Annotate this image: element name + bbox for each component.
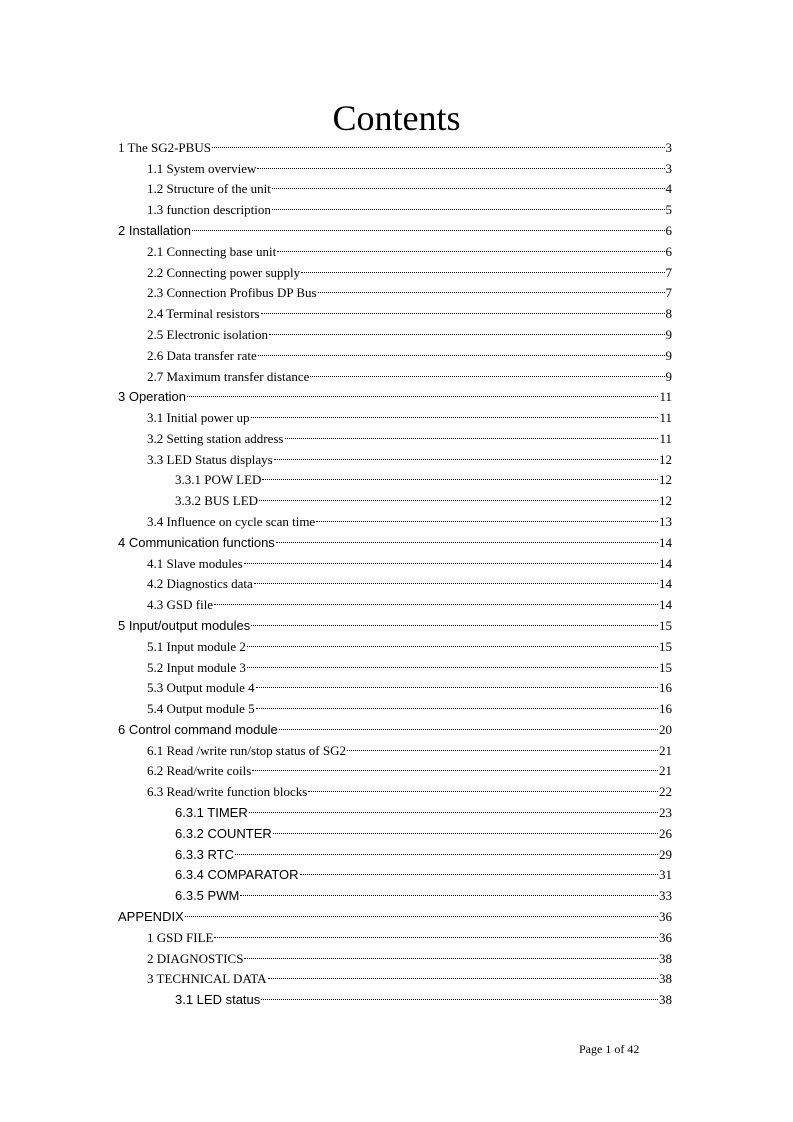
toc-entry-title: 4.3 GSD file <box>147 597 214 612</box>
toc-entry-title: 6 Control command module <box>118 722 278 737</box>
dot-leader <box>240 895 658 896</box>
toc-entry-4-1[interactable] <box>147 554 672 574</box>
toc-entry-title: 1.3 function description <box>147 202 271 217</box>
dot-leader <box>272 188 665 189</box>
dot-leader <box>254 583 658 584</box>
toc-page-number: 31 <box>659 867 672 882</box>
toc-entry-title: 2.4 Terminal resistors <box>147 306 260 321</box>
toc-entry-title: 5.2 Input module 3 <box>147 660 246 675</box>
dot-leader <box>256 708 658 709</box>
toc-entry-appendix-2[interactable] <box>147 949 672 969</box>
toc-entry-title: 2.7 Maximum transfer distance <box>147 369 310 384</box>
dot-leader <box>261 313 665 314</box>
toc-entry-title: APPENDIX <box>118 909 184 924</box>
dot-leader <box>192 230 665 231</box>
toc-entry-6[interactable] <box>118 720 672 740</box>
toc-entry-4-2[interactable] <box>147 574 672 594</box>
toc-entry-title: 3.3.2 BUS LED <box>175 493 259 508</box>
toc-page-number: 9 <box>665 348 672 363</box>
toc-entry-5-2[interactable] <box>147 658 672 678</box>
toc-entry-appendix-3-1[interactable] <box>175 990 672 1010</box>
toc-entry-1-2[interactable] <box>147 179 672 199</box>
toc-entry-title: 6.3.3 RTC <box>175 847 235 862</box>
toc-entry-3[interactable] <box>118 387 672 407</box>
dot-leader <box>285 438 659 439</box>
toc-entry-appendix[interactable] <box>118 907 672 927</box>
toc-entry-5[interactable] <box>118 616 672 636</box>
toc-entry-title: 1 The SG2-PBUS <box>118 140 211 155</box>
toc-page-number: 9 <box>665 327 672 342</box>
toc-entry-5-3[interactable] <box>147 678 672 698</box>
dot-leader <box>308 791 658 792</box>
toc-page-number: 21 <box>659 743 672 758</box>
toc-entry-2-1[interactable] <box>147 242 672 262</box>
toc-entry-5-4[interactable] <box>147 699 672 719</box>
toc-entry-title: 6.3.1 TIMER <box>175 805 248 820</box>
dot-leader <box>272 209 665 210</box>
toc-page-number: 38 <box>659 971 672 986</box>
toc-entry-title: 2.1 Connecting base unit <box>147 244 277 259</box>
toc-entry-2-5[interactable] <box>147 325 672 345</box>
toc-entry-title: 2.5 Electronic isolation <box>147 327 268 342</box>
toc-entry-title: 2 Installation <box>118 223 191 238</box>
dot-leader <box>273 833 658 834</box>
toc-entry-6-3-1[interactable] <box>175 803 672 823</box>
toc-entry-4-3[interactable] <box>147 595 672 615</box>
toc-page-number: 14 <box>659 535 672 550</box>
dot-leader <box>262 479 658 480</box>
dot-leader <box>277 251 664 252</box>
page-footer: Page 1 of 42 <box>579 1042 640 1056</box>
toc-page-number: 3 <box>665 161 672 176</box>
toc-entry-6-2[interactable] <box>147 761 672 781</box>
toc-page-number: 14 <box>659 576 672 591</box>
toc-entry-title: 3.1 LED status <box>175 992 261 1007</box>
toc-entry-title: 3 TECHNICAL DATA <box>147 971 267 986</box>
dot-leader <box>301 272 664 273</box>
dot-leader <box>185 916 658 917</box>
toc-entry-title: 6.3.2 COUNTER <box>175 826 272 841</box>
toc-page-number: 29 <box>659 847 672 862</box>
toc-page-number: 26 <box>659 826 672 841</box>
toc-entry-1[interactable] <box>118 138 672 158</box>
toc-entry-title: 2.3 Connection Profibus DP Bus <box>147 285 317 300</box>
dot-leader <box>244 563 658 564</box>
toc-entry-title: 3.1 Initial power up <box>147 410 250 425</box>
toc-page-number: 16 <box>659 680 672 695</box>
toc-page-number: 11 <box>659 431 672 446</box>
dot-leader <box>249 812 658 813</box>
toc-entry-6-3-4[interactable] <box>175 865 672 885</box>
dot-leader <box>318 292 665 293</box>
toc-page-number: 8 <box>665 306 672 321</box>
toc-entry-2-4[interactable] <box>147 304 672 324</box>
toc-page-number: 9 <box>665 369 672 384</box>
toc-entry-title: 2.2 Connecting power supply <box>147 265 301 280</box>
dot-leader <box>247 667 658 668</box>
dot-leader <box>187 396 659 397</box>
dot-leader <box>310 376 664 377</box>
toc-entry-3-3-1[interactable] <box>175 470 672 490</box>
toc-entry-title: 6.2 Read/write coils <box>147 763 252 778</box>
dot-leader <box>247 646 658 647</box>
toc-page-number: 14 <box>659 556 672 571</box>
toc-entry-title: 3.3.1 POW LED <box>175 472 262 487</box>
toc-entry-title: 4.1 Slave modules <box>147 556 243 571</box>
toc-entry-title: 1.1 System overview <box>147 161 257 176</box>
toc-entry-4[interactable] <box>118 533 672 553</box>
toc-page-number: 7 <box>665 285 672 300</box>
toc-entry-title: 4.2 Diagnostics data <box>147 576 253 591</box>
toc-page-number: 11 <box>659 410 672 425</box>
toc-entry-6-3-2[interactable] <box>175 824 672 844</box>
toc-entry-3-1[interactable] <box>147 408 672 428</box>
dot-leader <box>261 999 658 1000</box>
toc-entry-title: 4 Communication functions <box>118 535 275 550</box>
toc-page-number: 23 <box>659 805 672 820</box>
toc-page-number: 5 <box>665 202 672 217</box>
toc-entry-title: 3.2 Setting station address <box>147 431 284 446</box>
toc-page-number: 21 <box>659 763 672 778</box>
page-title: Contents <box>332 98 461 138</box>
toc-page-number: 33 <box>659 888 672 903</box>
toc-page-number: 15 <box>659 639 672 654</box>
dot-leader <box>268 978 658 979</box>
dot-leader <box>300 874 658 875</box>
toc-entry-3-2[interactable] <box>147 429 672 449</box>
toc-entry-title: 5.3 Output module 4 <box>147 680 255 695</box>
toc-entry-appendix-3[interactable] <box>147 969 672 989</box>
toc-entry-5-1[interactable] <box>147 637 672 657</box>
toc-page-number: 7 <box>665 265 672 280</box>
toc-entry-6-3[interactable] <box>147 782 672 802</box>
toc-page-number: 3 <box>665 140 672 155</box>
dot-leader <box>214 604 658 605</box>
toc-page-number: 6 <box>665 223 672 238</box>
toc-page-number: 6 <box>665 244 672 259</box>
toc-entry-title: 3.3 LED Status displays <box>147 452 273 467</box>
toc-page-number: 15 <box>659 618 672 633</box>
toc-page-number: 16 <box>659 701 672 716</box>
toc-page-number: 22 <box>659 784 672 799</box>
dot-leader <box>212 147 665 148</box>
dot-leader <box>259 500 658 501</box>
toc-entry-2-2[interactable] <box>147 263 672 283</box>
toc-entry-6-3-5[interactable] <box>175 886 672 906</box>
toc-entry-2-3[interactable] <box>147 283 672 303</box>
toc-page-number: 36 <box>659 930 672 945</box>
toc-page-number: 38 <box>659 951 672 966</box>
toc-entry-title: 6.1 Read /write run/stop status of SG2 <box>147 743 346 758</box>
toc-entry-title: 1 GSD FILE <box>147 930 214 945</box>
dot-leader <box>257 168 664 169</box>
toc-entry-6-1[interactable] <box>147 741 672 761</box>
toc-entry-1-1[interactable] <box>147 159 672 179</box>
toc-page-number: 36 <box>659 909 672 924</box>
toc-page-number: 12 <box>659 493 672 508</box>
dot-leader <box>256 687 658 688</box>
toc-page-number: 14 <box>659 597 672 612</box>
toc-entry-2[interactable] <box>118 221 672 241</box>
toc-entry-title: 2.6 Data transfer rate <box>147 348 257 363</box>
toc-page-number: 4 <box>665 181 672 196</box>
toc-entry-3-4[interactable] <box>147 512 672 532</box>
dot-leader <box>235 854 658 855</box>
dot-leader <box>258 355 665 356</box>
toc-entry-title: 2 DIAGNOSTICS <box>147 951 244 966</box>
toc-page-number: 38 <box>659 992 672 1007</box>
toc-page-number: 20 <box>659 722 672 737</box>
toc-entry-title: 5.4 Output module 5 <box>147 701 255 716</box>
dot-leader <box>316 521 658 522</box>
dot-leader <box>251 625 658 626</box>
dot-leader <box>347 750 658 751</box>
toc-page-number: 15 <box>659 660 672 675</box>
toc-entry-title: 1.2 Structure of the unit <box>147 181 271 196</box>
toc-entry-2-7[interactable] <box>147 367 672 387</box>
toc-entry-6-3-3[interactable] <box>175 845 672 865</box>
dot-leader <box>276 542 658 543</box>
dot-leader <box>279 729 658 730</box>
toc-entry-title: 6.3.5 PWM <box>175 888 240 903</box>
dot-leader <box>251 417 659 418</box>
toc-entry-3-3[interactable] <box>147 450 672 470</box>
toc-entry-1-3[interactable] <box>147 200 672 220</box>
toc-entry-title: 5 Input/output modules <box>118 618 251 633</box>
toc-entry-title: 6.3.4 COMPARATOR <box>175 867 299 882</box>
dot-leader <box>244 958 658 959</box>
toc-page-number: 13 <box>659 514 672 529</box>
toc-entry-title: 3.4 Influence on cycle scan time <box>147 514 316 529</box>
toc-entry-appendix-1[interactable] <box>147 928 672 948</box>
dot-leader <box>214 937 658 938</box>
toc-entry-2-6[interactable] <box>147 346 672 366</box>
toc-page-number: 11 <box>659 389 672 404</box>
toc-entry-title: 6.3 Read/write function blocks <box>147 784 308 799</box>
toc-entry-title: 5.1 Input module 2 <box>147 639 246 654</box>
toc-entry-title: 3 Operation <box>118 389 186 404</box>
dot-leader <box>274 459 658 460</box>
dot-leader <box>252 770 658 771</box>
toc-page-number: 12 <box>659 452 672 467</box>
toc-page-number: 12 <box>659 472 672 487</box>
dot-leader <box>269 334 665 335</box>
toc-entry-3-3-2[interactable] <box>175 491 672 511</box>
